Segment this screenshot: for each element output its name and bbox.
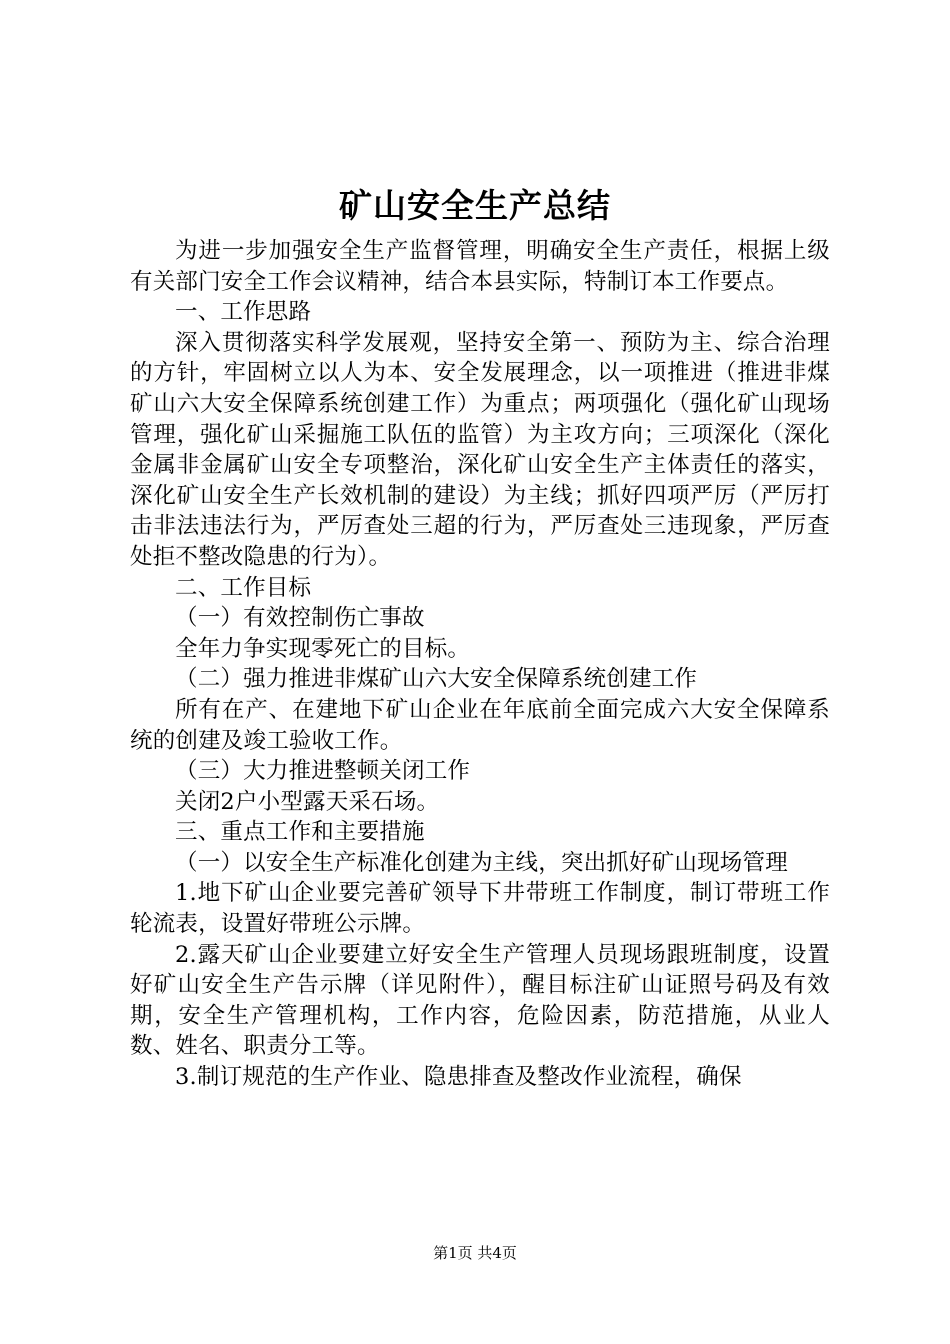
paragraph-goal-2: 所有在产、在建地下矿山企业在年底前全面完成六大安全保障系统的创建及竣工验收工作。: [130, 696, 830, 754]
paragraph-goal-3: 关闭2户小型露天采石场。: [175, 788, 440, 815]
subsection-heading-3-1: （一）以安全生产标准化创建为主线，突出抓好矿山现场管理: [175, 849, 788, 876]
subsection-heading-2-3: （三）大力推进整顿关闭工作: [175, 758, 471, 785]
paragraph-measure-2: 2.露天矿山企业要建立好安全生产管理人员现场跟班制度，设置好矿山安全生产告示牌（详见附件），醒目标注矿山证照号码及有效期，安全生产管理机构，工作内容，危险因素，防范措施，从业人数、姓名、职责分工等。: [130, 941, 830, 1060]
section-heading-2: 二、工作目标: [175, 574, 312, 601]
paragraph-goal-1: 全年力争实现零死亡的目标。: [175, 635, 471, 662]
page-number-footer: 第1页 共4页: [433, 1244, 517, 1262]
paragraph-intro: 为进一步加强安全生产监督管理，明确安全生产责任，根据上级有关部门安全工作会议精神，结合本县实际，特制订本工作要点。: [130, 238, 830, 295]
paragraph-measure-1: 1.地下矿山企业要完善矿领导下井带班工作制度，制订带班工作轮流表，设置好带班公示牌。: [130, 880, 830, 938]
subsection-heading-2-2: （二）强力推进非煤矿山六大安全保障系统创建工作: [175, 666, 698, 693]
paragraph-measure-3: 3.制订规范的生产作业、隐患排查及整改作业流程，确保: [175, 1064, 742, 1091]
paragraph-approach: 深入贯彻落实科学发展观，坚持安全第一、预防为主、综合治理的方针，牢固树立以人为本、安全发展理念，以一项推进（推进非煤矿山六大安全保障系统创建工作）为重点；两项强化（强化矿山现场管理，强化矿山采掘施工队伍的监管）为主攻方向；三项深化（深化金属非金属矿山安全专项整治，深化矿山安全生产主体责任的落实，深化矿山安全生产长效机制的建设）为主线；抓好四项严厉（严厉打击非法违法行为，严厉查处三超的行为，严厉查处三违现象，严厉查处拒不整改隐患的行为）。: [130, 329, 830, 570]
section-heading-1: 一、工作思路: [175, 299, 312, 326]
section-heading-3: 三、重点工作和主要措施: [175, 819, 425, 846]
subsection-heading-2-1: （一）有效控制伤亡事故: [175, 605, 425, 632]
document-body: [130, 236, 830, 1093]
document-title: 矿山安全生产总结: [339, 186, 611, 225]
